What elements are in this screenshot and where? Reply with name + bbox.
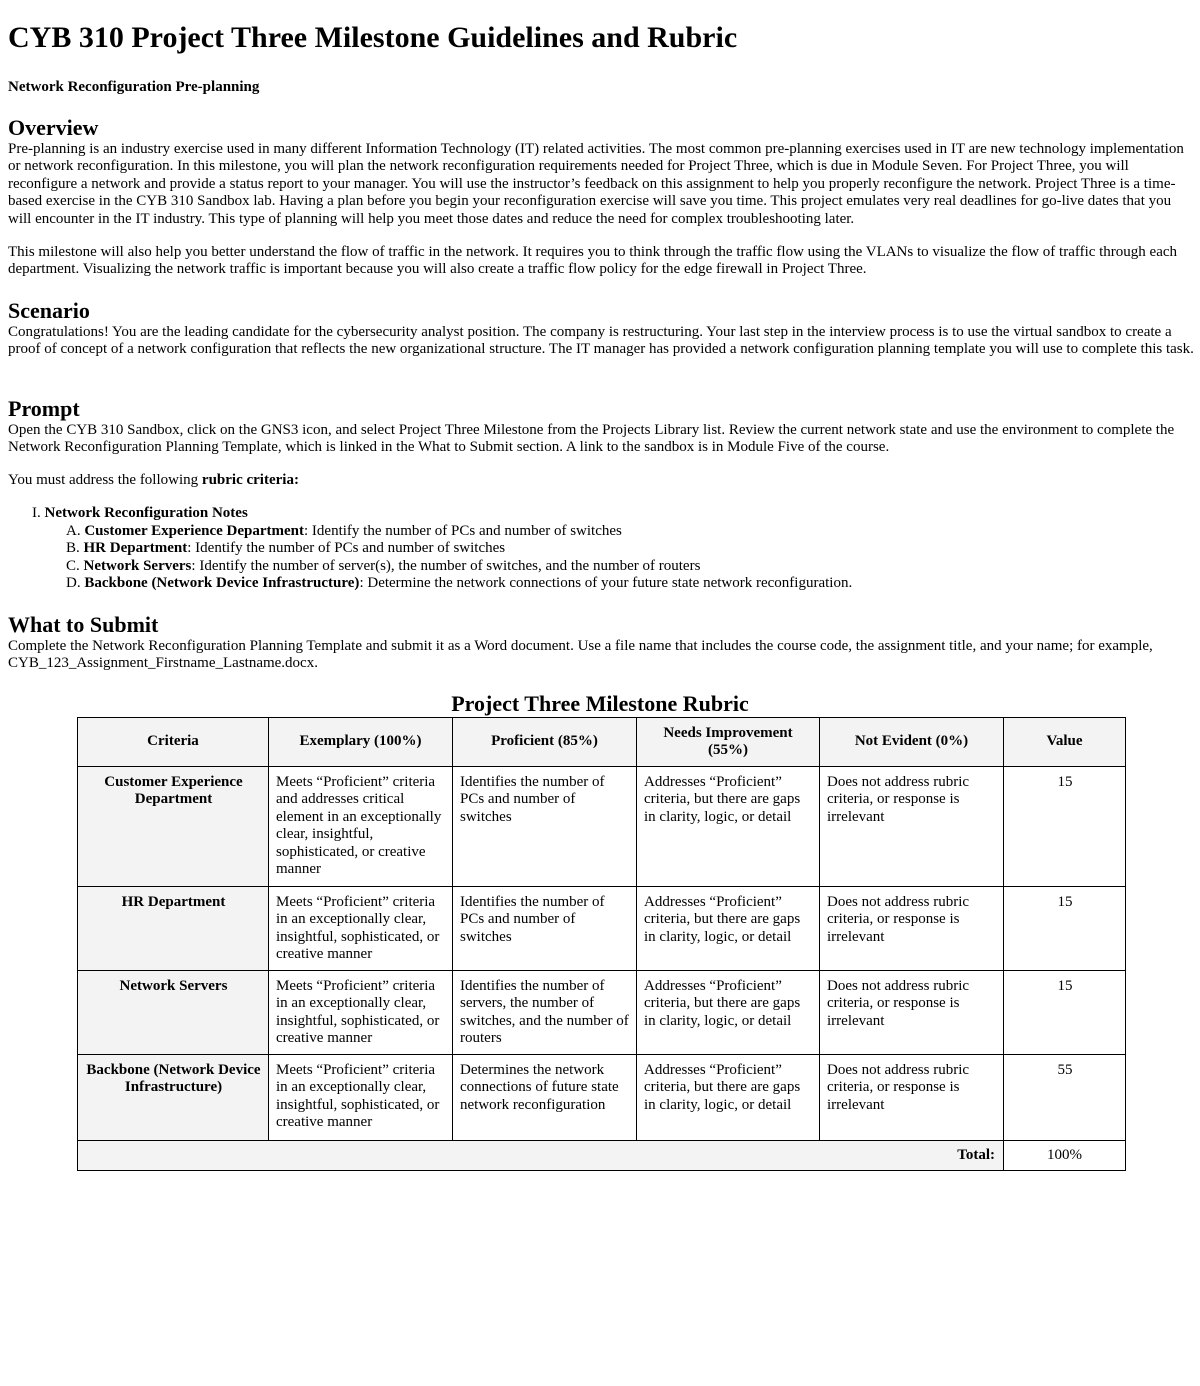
value-cell: 55	[1004, 1055, 1126, 1141]
list-marker: C.	[66, 558, 80, 574]
value-cell: 15	[1004, 887, 1126, 971]
prompt-heading: Prompt	[8, 396, 80, 421]
criteria-text: : Determine the network connections of your future state network reconfiguration.	[359, 575, 853, 591]
intro-text: You must address the following	[8, 472, 202, 488]
criteria-name: Network Servers	[83, 558, 192, 574]
scenario-heading: Scenario	[8, 298, 90, 323]
criteria-cell: Backbone (Network Device Infrastructure)	[78, 1055, 269, 1141]
exemplary-cell: Meets “Proficient” criteria in an exceptionally clear, insightful, sophisticated, or creative manner	[269, 887, 453, 971]
exemplary-cell: Meets “Proficient” criteria and addresses critical element in an exceptionally clear, insightful, sophisticated, or creative manner	[269, 767, 453, 887]
exemplary-cell: Meets “Proficient” criteria in an exceptionally clear, insightful, sophisticated, or creative manner	[269, 1055, 453, 1141]
table-row	[78, 971, 1126, 1055]
exemplary-cell: Meets “Proficient” criteria in an exceptionally clear, insightful, sophisticated, or creative manner	[269, 971, 453, 1055]
list-marker: I.	[32, 505, 41, 521]
proficient-cell: Identifies the number of PCs and number of switches	[453, 887, 637, 971]
criteria-main-item	[32, 505, 248, 522]
criteria-item-b	[66, 540, 505, 557]
page-title: CYB 310 Project Three Milestone Guidelines and Rubric	[8, 21, 738, 54]
table-row	[78, 767, 1126, 887]
criteria-cell: Customer Experience Department	[78, 767, 269, 887]
overview-paragraph-1: Pre-planning is an industry exercise used in many different Information Technology (IT) related activities. The most common pre-planning exercises used in IT are new technology implementation or network reconfiguration. In this milestone, you will plan the network reconfiguration requirements needed for Project Three, which is due in Module Seven. For Project Three, you will reconfigure a network and provide a status report to your manager. You will use the instructor’s feedback on this assignment to help you properly reconfigure the network. Project Three is a time-based exercise in the CYB 310 Sandbox lab. Having a plan before you begin your reconfiguration exercise will save you time. This project emulates very real deadlines for go-live dates that you will encounter in the IT industry. This type of planning will help you meet those dates and reduce the need for complex troubleshooting later.	[8, 141, 1184, 227]
proficient-cell: Identifies the number of servers, the number of switches, and the number of routers	[453, 971, 637, 1055]
total-row	[78, 1141, 1126, 1171]
value-cell: 15	[1004, 971, 1126, 1055]
table-row	[78, 887, 1126, 971]
needs-improvement-cell: Addresses “Proficient” criteria, but there are gaps in clarity, logic, or detail	[637, 767, 820, 887]
criteria-text: : Identify the number of server(s), the number of switches, and the number of routers	[191, 558, 701, 574]
prompt-paragraph: Open the CYB 310 Sandbox, click on the GNS3 icon, and select Project Three Milestone from the Projects Library list. Review the current network state and use the environment to complete the Network Reconfiguration Planning Template, which is linked in the What to Submit section. A link to the sandbox is in Module Five of the course.	[8, 422, 1175, 456]
rubric-table	[77, 717, 1126, 1171]
needs-improvement-cell: Addresses “Proficient” criteria, but there are gaps in clarity, logic, or detail	[637, 971, 820, 1055]
criteria-item-d	[66, 575, 852, 592]
criteria-name: Customer Experience Department	[84, 523, 305, 539]
header-exemplary: Exemplary (100%)	[269, 718, 453, 767]
criteria-name: Backbone (Network Device Infrastructure)	[84, 575, 360, 591]
criteria-item-c	[66, 558, 700, 575]
total-value: 100%	[1004, 1141, 1126, 1171]
list-marker: B.	[66, 540, 80, 556]
list-marker: D.	[66, 575, 81, 591]
submit-paragraph: Complete the Network Reconfiguration Planning Template and submit it as a Word document. Use a file name that includes the course code, the assignment title, and your name; for example, CYB_123_Assignment_Firstname_Lastname.docx.	[8, 638, 1153, 672]
total-label: Total:	[78, 1141, 1004, 1171]
value-cell: 15	[1004, 767, 1126, 887]
header-value: Value	[1004, 718, 1126, 767]
not-evident-cell: Does not address rubric criteria, or response is irrelevant	[820, 887, 1004, 971]
proficient-cell: Identifies the number of PCs and number of switches	[453, 767, 637, 887]
submit-heading: What to Submit	[8, 612, 159, 637]
not-evident-cell: Does not address rubric criteria, or response is irrelevant	[820, 767, 1004, 887]
scenario-paragraph: Congratulations! You are the leading candidate for the cybersecurity analyst position. The company is restructuring. Your last step in the interview process is to use the virtual sandbox to create a proof of concept of a network configuration that reflects the new organizational structure. The IT manager has provided a network configuration planning template you will use to complete this task.	[8, 324, 1194, 358]
rubric-criteria-intro	[8, 472, 1194, 489]
rubric-header-row	[78, 718, 1126, 767]
proficient-cell: Determines the network connections of future state network reconfiguration	[453, 1055, 637, 1141]
needs-improvement-cell: Addresses “Proficient” criteria, but there are gaps in clarity, logic, or detail	[637, 887, 820, 971]
table-row	[78, 1055, 1126, 1141]
overview-paragraph-2: This milestone will also help you better understand the flow of traffic in the network. It requires you to think through the traffic flow using the VLANs to visualize the flow of traffic through each department. Visualizing the network traffic is important because you will also create a traffic flow policy for the edge firewall in Project Three.	[8, 244, 1178, 278]
header-not-evident: Not Evident (0%)	[820, 718, 1004, 767]
criteria-text: : Identify the number of PCs and number of switches	[187, 540, 506, 556]
criteria-name: HR Department	[83, 540, 188, 556]
header-criteria: Criteria	[78, 718, 269, 767]
not-evident-cell: Does not address rubric criteria, or response is irrelevant	[820, 1055, 1004, 1141]
header-proficient: Proficient (85%)	[453, 718, 637, 767]
rubric-title: Project Three Milestone Rubric	[451, 691, 749, 716]
criteria-item-a	[66, 523, 622, 540]
criteria-text: : Identify the number of PCs and number of switches	[304, 523, 622, 539]
intro-bold: rubric criteria:	[201, 472, 299, 488]
overview-heading: Overview	[8, 115, 99, 140]
list-marker: A.	[66, 523, 81, 539]
list-title: Network Reconfiguration Notes	[44, 505, 248, 521]
criteria-cell: HR Department	[78, 887, 269, 971]
not-evident-cell: Does not address rubric criteria, or response is irrelevant	[820, 971, 1004, 1055]
criteria-cell: Network Servers	[78, 971, 269, 1055]
page-subtitle: Network Reconfiguration Pre-planning	[8, 79, 260, 95]
header-needs-improvement: Needs Improvement (55%)	[637, 718, 820, 767]
needs-improvement-cell: Addresses “Proficient” criteria, but there are gaps in clarity, logic, or detail	[637, 1055, 820, 1141]
